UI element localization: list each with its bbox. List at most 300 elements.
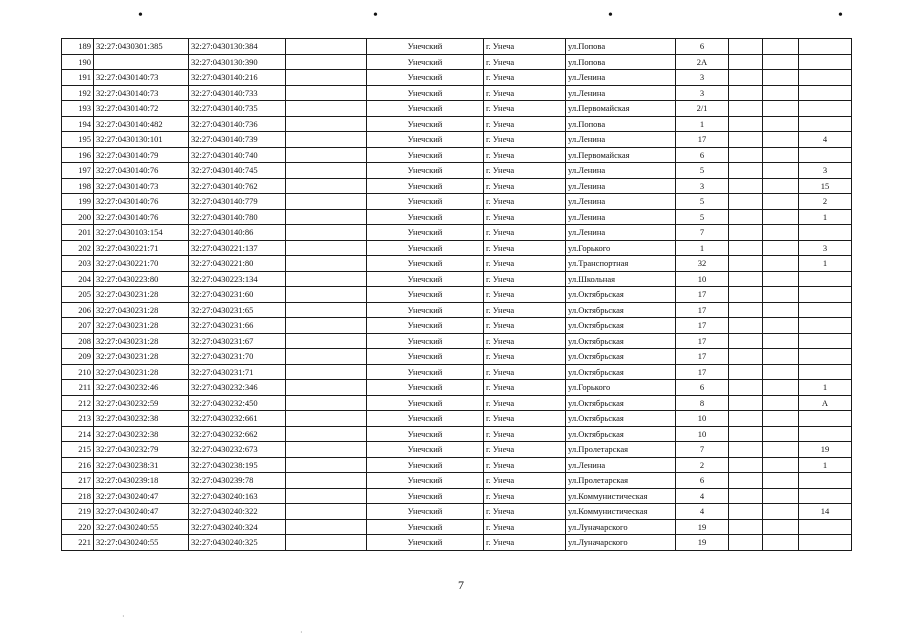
apartment-number-cell: 1 xyxy=(799,380,852,396)
apartment-number-cell: 1 xyxy=(799,256,852,272)
apartment-number-cell: 1 xyxy=(799,209,852,225)
empty-cell xyxy=(763,395,799,411)
city-cell: г. Унеча xyxy=(484,271,566,287)
apartment-number-cell xyxy=(799,333,852,349)
district-cell: Унечский xyxy=(367,116,484,132)
cadastral-number-cell: 32:27:0430239:18 xyxy=(94,473,189,489)
empty-cell xyxy=(763,39,799,55)
cadastral-number-cell: 32:27:0430240:324 xyxy=(189,519,286,535)
empty-cell xyxy=(763,132,799,148)
street-cell: ул.Ленина xyxy=(566,70,676,86)
house-number-cell: 10 xyxy=(676,411,729,427)
cadastral-number-cell: 32:27:0430223:134 xyxy=(189,271,286,287)
table-row xyxy=(62,163,852,179)
empty-cell xyxy=(286,132,367,148)
empty-cell xyxy=(286,333,367,349)
empty-cell xyxy=(729,380,763,396)
city-cell: г. Унеча xyxy=(484,302,566,318)
house-number-cell: 17 xyxy=(676,364,729,380)
cadastral-number-cell: 32:27:0430140:73 xyxy=(94,178,189,194)
street-cell: ул.Транспортная xyxy=(566,256,676,272)
cadastral-number-cell: 32:27:0430231:60 xyxy=(189,287,286,303)
empty-cell xyxy=(763,194,799,210)
row-number: 198 xyxy=(62,178,94,194)
city-cell: г. Унеча xyxy=(484,287,566,303)
street-cell: ул.Школьная xyxy=(566,271,676,287)
empty-cell xyxy=(286,364,367,380)
city-cell: г. Унеча xyxy=(484,194,566,210)
empty-cell xyxy=(286,240,367,256)
empty-cell xyxy=(729,411,763,427)
table-row xyxy=(62,302,852,318)
street-cell: ул.Пролетарская xyxy=(566,442,676,458)
house-number-cell: 17 xyxy=(676,318,729,334)
table-row xyxy=(62,380,852,396)
district-cell: Унечский xyxy=(367,349,484,365)
city-cell: г. Унеча xyxy=(484,457,566,473)
cadastral-number-cell: 32:27:0430232:59 xyxy=(94,395,189,411)
empty-cell xyxy=(286,426,367,442)
city-cell: г. Унеча xyxy=(484,473,566,489)
house-number-cell: 3 xyxy=(676,70,729,86)
cadastral-number-cell: 32:27:0430140:779 xyxy=(189,194,286,210)
table-row xyxy=(62,39,852,55)
empty-cell xyxy=(763,302,799,318)
house-number-cell: 10 xyxy=(676,271,729,287)
street-cell: ул.Октябрьская xyxy=(566,302,676,318)
apartment-number-cell: 3 xyxy=(799,163,852,179)
empty-cell xyxy=(286,194,367,210)
city-cell: г. Унеча xyxy=(484,395,566,411)
empty-cell xyxy=(763,333,799,349)
empty-cell xyxy=(729,504,763,520)
row-number: 207 xyxy=(62,318,94,334)
empty-cell xyxy=(763,70,799,86)
empty-cell xyxy=(286,209,367,225)
row-number: 219 xyxy=(62,504,94,520)
cadastral-number-cell: 32:27:0430140:216 xyxy=(189,70,286,86)
empty-cell xyxy=(763,163,799,179)
street-cell: ул.Ленина xyxy=(566,209,676,225)
empty-cell xyxy=(763,209,799,225)
table-body xyxy=(62,39,852,551)
street-cell: ул.Октябрьская xyxy=(566,287,676,303)
cadastral-number-cell: 32:27:0430140:736 xyxy=(189,116,286,132)
cadastral-number-cell: 32:27:0430231:28 xyxy=(94,287,189,303)
empty-cell xyxy=(763,287,799,303)
empty-cell xyxy=(286,116,367,132)
empty-cell xyxy=(729,287,763,303)
apartment-number-cell: 14 xyxy=(799,504,852,520)
street-cell: ул.Первомайская xyxy=(566,147,676,163)
empty-cell xyxy=(286,101,367,117)
city-cell: г. Унеча xyxy=(484,442,566,458)
apartment-number-cell: 2 xyxy=(799,194,852,210)
apartment-number-cell: 4 xyxy=(799,132,852,148)
cadastral-number-cell: 32:27:0430140:73 xyxy=(94,85,189,101)
house-number-cell: 5 xyxy=(676,209,729,225)
row-number: 212 xyxy=(62,395,94,411)
apartment-number-cell xyxy=(799,535,852,551)
cadastral-number-cell: 32:27:0430140:740 xyxy=(189,147,286,163)
empty-cell xyxy=(763,116,799,132)
empty-cell xyxy=(729,302,763,318)
empty-cell xyxy=(729,85,763,101)
table-row xyxy=(62,535,852,551)
row-number: 204 xyxy=(62,271,94,287)
empty-cell xyxy=(729,147,763,163)
cadastral-number-cell: 32:27:0430103:154 xyxy=(94,225,189,241)
header-mark: • xyxy=(373,8,378,23)
empty-cell xyxy=(729,488,763,504)
empty-cell xyxy=(729,70,763,86)
empty-cell xyxy=(286,163,367,179)
city-cell: г. Унеча xyxy=(484,147,566,163)
empty-cell xyxy=(729,473,763,489)
city-cell: г. Унеча xyxy=(484,163,566,179)
cadastral-number-cell: 32:27:0430140:733 xyxy=(189,85,286,101)
district-cell: Унечский xyxy=(367,178,484,194)
district-cell: Унечский xyxy=(367,488,484,504)
district-cell: Унечский xyxy=(367,473,484,489)
cadastral-number-cell: 32:27:0430140:76 xyxy=(94,209,189,225)
apartment-number-cell xyxy=(799,271,852,287)
property-register-table xyxy=(61,38,852,551)
row-number: 197 xyxy=(62,163,94,179)
street-cell: ул.Коммунистическая xyxy=(566,488,676,504)
empty-cell xyxy=(763,85,799,101)
row-number: 220 xyxy=(62,519,94,535)
cadastral-number-cell: 32:27:0430240:47 xyxy=(94,488,189,504)
table-row xyxy=(62,70,852,86)
cadastral-number-cell: 32:27:0430140:482 xyxy=(94,116,189,132)
house-number-cell: 2 xyxy=(676,457,729,473)
empty-cell xyxy=(729,39,763,55)
cadastral-number-cell: 32:27:0430140:79 xyxy=(94,147,189,163)
empty-cell xyxy=(729,194,763,210)
cadastral-number-cell: 32:27:0430231:28 xyxy=(94,318,189,334)
row-number: 201 xyxy=(62,225,94,241)
row-number: 213 xyxy=(62,411,94,427)
cadastral-number-cell: 32:27:0430130:384 xyxy=(189,39,286,55)
district-cell: Унечский xyxy=(367,395,484,411)
street-cell: ул.Ленина xyxy=(566,85,676,101)
apartment-number-cell xyxy=(799,302,852,318)
empty-cell xyxy=(286,488,367,504)
cadastral-number-cell: 32:27:0430221:71 xyxy=(94,240,189,256)
street-cell: ул.Первомайская xyxy=(566,101,676,117)
street-cell: ул.Октябрьская xyxy=(566,349,676,365)
cadastral-number-cell: 32:27:0430240:163 xyxy=(189,488,286,504)
table-row xyxy=(62,457,852,473)
city-cell: г. Унеча xyxy=(484,225,566,241)
house-number-cell: 17 xyxy=(676,302,729,318)
empty-cell xyxy=(729,271,763,287)
district-cell: Унечский xyxy=(367,256,484,272)
row-number: 199 xyxy=(62,194,94,210)
empty-cell xyxy=(729,318,763,334)
district-cell: Унечский xyxy=(367,147,484,163)
empty-cell xyxy=(286,380,367,396)
table-row xyxy=(62,225,852,241)
street-cell: ул.Ленина xyxy=(566,225,676,241)
house-number-cell: 3 xyxy=(676,178,729,194)
table-row xyxy=(62,411,852,427)
row-number: 205 xyxy=(62,287,94,303)
city-cell: г. Унеча xyxy=(484,240,566,256)
city-cell: г. Унеча xyxy=(484,101,566,117)
empty-cell xyxy=(729,426,763,442)
cadastral-number-cell: 32:27:0430223:80 xyxy=(94,271,189,287)
city-cell: г. Унеча xyxy=(484,364,566,380)
city-cell: г. Унеча xyxy=(484,256,566,272)
district-cell: Унечский xyxy=(367,240,484,256)
apartment-number-cell xyxy=(799,488,852,504)
header-mark: • xyxy=(608,8,613,23)
header-mark: • xyxy=(838,8,843,23)
city-cell: г. Унеча xyxy=(484,209,566,225)
cadastral-number-cell: 32:27:0430232:450 xyxy=(189,395,286,411)
cadastral-number-cell: 32:27:0430231:66 xyxy=(189,318,286,334)
table-row xyxy=(62,519,852,535)
house-number-cell: 1 xyxy=(676,240,729,256)
street-cell: ул.Ленина xyxy=(566,163,676,179)
house-number-cell: 17 xyxy=(676,287,729,303)
apartment-number-cell xyxy=(799,70,852,86)
table-row xyxy=(62,333,852,349)
city-cell: г. Унеча xyxy=(484,504,566,520)
row-number: 190 xyxy=(62,54,94,70)
empty-cell xyxy=(286,457,367,473)
street-cell: ул.Коммунистическая xyxy=(566,504,676,520)
cadastral-number-cell: 32:27:0430140:76 xyxy=(94,163,189,179)
table-row xyxy=(62,256,852,272)
empty-cell xyxy=(763,240,799,256)
apartment-number-cell xyxy=(799,426,852,442)
district-cell: Унечский xyxy=(367,364,484,380)
house-number-cell: 17 xyxy=(676,349,729,365)
city-cell: г. Унеча xyxy=(484,411,566,427)
city-cell: г. Унеча xyxy=(484,488,566,504)
cadastral-number-cell: 32:27:0430240:55 xyxy=(94,519,189,535)
street-cell: ул.Горького xyxy=(566,380,676,396)
city-cell: г. Унеча xyxy=(484,132,566,148)
district-cell: Унечский xyxy=(367,442,484,458)
empty-cell xyxy=(286,504,367,520)
empty-cell xyxy=(729,225,763,241)
city-cell: г. Унеча xyxy=(484,39,566,55)
district-cell: Унечский xyxy=(367,535,484,551)
apartment-number-cell xyxy=(799,287,852,303)
district-cell: Унечский xyxy=(367,302,484,318)
table-row xyxy=(62,426,852,442)
street-cell: ул.Ленина xyxy=(566,457,676,473)
empty-cell xyxy=(286,395,367,411)
street-cell: ул.Ленина xyxy=(566,178,676,194)
city-cell: г. Унеча xyxy=(484,318,566,334)
district-cell: Унечский xyxy=(367,519,484,535)
empty-cell xyxy=(286,147,367,163)
street-cell: ул.Октябрьская xyxy=(566,411,676,427)
row-number: 191 xyxy=(62,70,94,86)
cadastral-number-cell: 32:27:0430238:195 xyxy=(189,457,286,473)
street-cell: ул.Ленина xyxy=(566,132,676,148)
cadastral-number-cell: 32:27:0430140:76 xyxy=(94,194,189,210)
street-cell: ул.Пролетарская xyxy=(566,473,676,489)
table-row xyxy=(62,504,852,520)
table-row xyxy=(62,132,852,148)
cadastral-number-cell: 32:27:0430140:86 xyxy=(189,225,286,241)
empty-cell xyxy=(286,287,367,303)
empty-cell xyxy=(763,147,799,163)
empty-cell xyxy=(729,54,763,70)
row-number: 200 xyxy=(62,209,94,225)
row-number: 217 xyxy=(62,473,94,489)
empty-cell xyxy=(763,101,799,117)
house-number-cell: 6 xyxy=(676,380,729,396)
street-cell: ул.Ленина xyxy=(566,194,676,210)
cadastral-number-cell: 32:27:0430232:662 xyxy=(189,426,286,442)
district-cell: Унечский xyxy=(367,287,484,303)
table-row xyxy=(62,194,852,210)
page-number: 7 xyxy=(458,578,464,592)
cadastral-number-cell: 32:27:0430231:70 xyxy=(189,349,286,365)
empty-cell xyxy=(729,349,763,365)
cadastral-number-cell: 32:27:0430231:67 xyxy=(189,333,286,349)
district-cell: Унечский xyxy=(367,163,484,179)
empty-cell xyxy=(286,39,367,55)
cadastral-number-cell: 32:27:0430240:325 xyxy=(189,535,286,551)
empty-cell xyxy=(286,70,367,86)
empty-cell xyxy=(286,256,367,272)
apartment-number-cell xyxy=(799,116,852,132)
house-number-cell: 2/1 xyxy=(676,101,729,117)
house-number-cell: 2А xyxy=(676,54,729,70)
table-row xyxy=(62,271,852,287)
district-cell: Унечский xyxy=(367,457,484,473)
city-cell: г. Унеча xyxy=(484,333,566,349)
empty-cell xyxy=(763,473,799,489)
empty-cell xyxy=(763,411,799,427)
empty-cell xyxy=(286,519,367,535)
apartment-number-cell: 3 xyxy=(799,240,852,256)
table-row xyxy=(62,116,852,132)
cadastral-number-cell: 32:27:0430232:38 xyxy=(94,411,189,427)
district-cell: Унечский xyxy=(367,318,484,334)
row-number: 206 xyxy=(62,302,94,318)
district-cell: Унечский xyxy=(367,54,484,70)
apartment-number-cell xyxy=(799,473,852,489)
empty-cell xyxy=(729,101,763,117)
street-cell: ул.Октябрьская xyxy=(566,395,676,411)
house-number-cell: 6 xyxy=(676,39,729,55)
cadastral-number-cell: 32:27:0430140:72 xyxy=(94,101,189,117)
house-number-cell: 5 xyxy=(676,163,729,179)
table-row xyxy=(62,442,852,458)
apartment-number-cell xyxy=(799,54,852,70)
empty-cell xyxy=(763,519,799,535)
cadastral-number-cell: 32:27:0430221:137 xyxy=(189,240,286,256)
house-number-cell: 5 xyxy=(676,194,729,210)
row-number: 193 xyxy=(62,101,94,117)
city-cell: г. Унеча xyxy=(484,426,566,442)
house-number-cell: 8 xyxy=(676,395,729,411)
empty-cell xyxy=(286,442,367,458)
row-number: 196 xyxy=(62,147,94,163)
district-cell: Унечский xyxy=(367,426,484,442)
cadastral-number-cell: 32:27:0430240:322 xyxy=(189,504,286,520)
street-cell: ул.Октябрьская xyxy=(566,364,676,380)
city-cell: г. Унеча xyxy=(484,380,566,396)
table-row xyxy=(62,178,852,194)
scan-speck: · xyxy=(300,628,303,637)
cadastral-number-cell: 32:27:0430232:346 xyxy=(189,380,286,396)
empty-cell xyxy=(763,318,799,334)
apartment-number-cell xyxy=(799,85,852,101)
empty-cell xyxy=(729,333,763,349)
cadastral-number-cell: 32:27:0430232:661 xyxy=(189,411,286,427)
empty-cell xyxy=(729,256,763,272)
table-row xyxy=(62,54,852,70)
row-number: 215 xyxy=(62,442,94,458)
district-cell: Унечский xyxy=(367,85,484,101)
table-row xyxy=(62,318,852,334)
cadastral-number-cell: 32:27:0430231:71 xyxy=(189,364,286,380)
empty-cell xyxy=(763,54,799,70)
row-number: 210 xyxy=(62,364,94,380)
district-cell: Унечский xyxy=(367,70,484,86)
empty-cell xyxy=(286,85,367,101)
cadastral-number-cell: 32:27:0430140:735 xyxy=(189,101,286,117)
cadastral-number-cell: 32:27:0430140:739 xyxy=(189,132,286,148)
district-cell: Унечский xyxy=(367,504,484,520)
cadastral-number-cell: 32:27:0430239:78 xyxy=(189,473,286,489)
city-cell: г. Унеча xyxy=(484,70,566,86)
district-cell: Унечский xyxy=(367,333,484,349)
cadastral-number-cell: 32:27:0430238:31 xyxy=(94,457,189,473)
empty-cell xyxy=(286,302,367,318)
empty-cell xyxy=(729,132,763,148)
cadastral-number-cell: 32:27:0430140:780 xyxy=(189,209,286,225)
house-number-cell: 32 xyxy=(676,256,729,272)
cadastral-number-cell: 32:27:0430232:79 xyxy=(94,442,189,458)
city-cell: г. Унеча xyxy=(484,178,566,194)
empty-cell xyxy=(763,178,799,194)
table-row xyxy=(62,209,852,225)
empty-cell xyxy=(729,535,763,551)
apartment-number-cell: 15 xyxy=(799,178,852,194)
house-number-cell: 3 xyxy=(676,85,729,101)
empty-cell xyxy=(763,380,799,396)
empty-cell xyxy=(763,535,799,551)
row-number: 209 xyxy=(62,349,94,365)
empty-cell xyxy=(286,411,367,427)
row-number: 216 xyxy=(62,457,94,473)
street-cell: ул.Попова xyxy=(566,39,676,55)
row-number: 203 xyxy=(62,256,94,272)
apartment-number-cell: А xyxy=(799,395,852,411)
house-number-cell: 4 xyxy=(676,504,729,520)
house-number-cell: 17 xyxy=(676,132,729,148)
scan-speck: · xyxy=(122,612,125,621)
house-number-cell: 19 xyxy=(676,535,729,551)
cadastral-number-cell: 32:27:0430140:73 xyxy=(94,70,189,86)
empty-cell xyxy=(729,163,763,179)
district-cell: Унечский xyxy=(367,271,484,287)
row-number: 202 xyxy=(62,240,94,256)
empty-cell xyxy=(729,395,763,411)
street-cell: ул.Луначарского xyxy=(566,535,676,551)
